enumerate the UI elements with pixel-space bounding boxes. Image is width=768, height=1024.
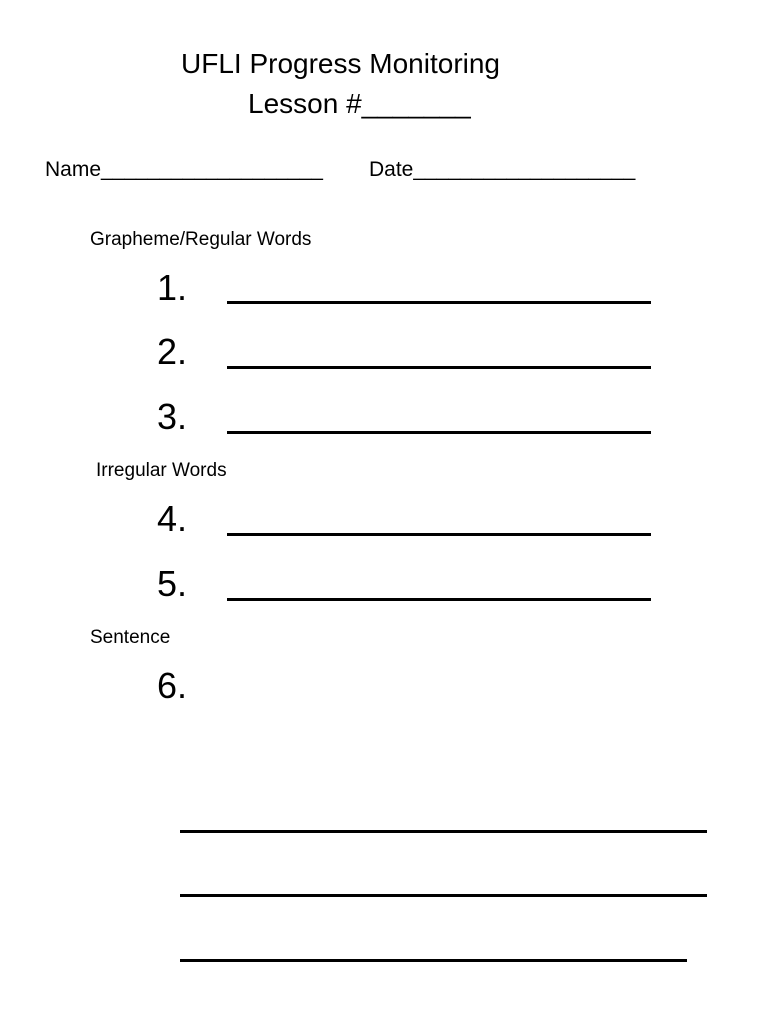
item-number-5: 5. [157, 563, 188, 604]
answer-line-3 [227, 431, 651, 434]
date-field-label: Date___________________ [369, 158, 636, 181]
sentence-line-3 [180, 959, 687, 962]
answer-line-1 [227, 301, 651, 304]
sentence-line-2 [180, 894, 707, 897]
answer-line-2 [227, 366, 651, 369]
section-heading-irregular: Irregular Words [96, 460, 227, 481]
item-number-2: 2. [157, 331, 188, 372]
worksheet-title: UFLI Progress Monitoring [181, 48, 501, 79]
item-number-4: 4. [157, 498, 188, 539]
lesson-number-line: Lesson #_______ [248, 88, 471, 119]
item-number-1: 1. [157, 267, 188, 308]
name-field-label: Name___________________ [45, 158, 323, 181]
answer-line-5 [227, 598, 651, 601]
item-number-3: 3. [157, 396, 188, 437]
section-heading-grapheme: Grapheme/Regular Words [90, 229, 312, 250]
section-heading-sentence: Sentence [90, 627, 171, 648]
item-number-6: 6. [157, 665, 188, 706]
sentence-line-1 [180, 830, 707, 833]
answer-line-4 [227, 533, 651, 536]
